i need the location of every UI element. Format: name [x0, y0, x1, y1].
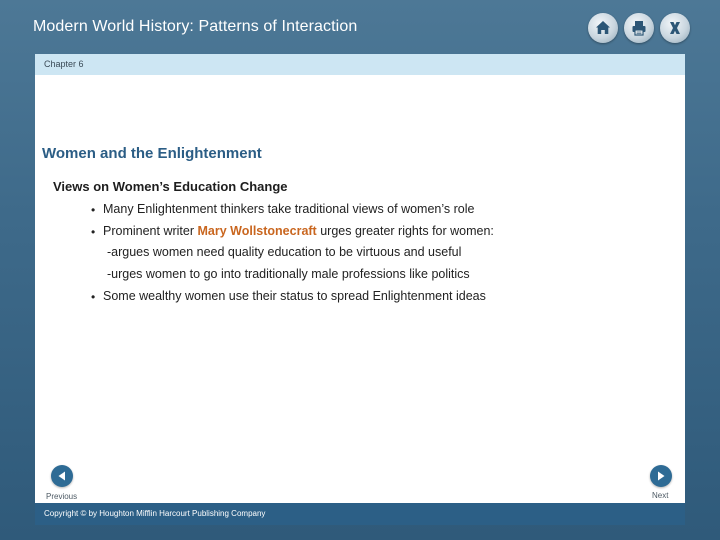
slide-title: Women and the Enlightenment [42, 145, 262, 162]
close-icon [665, 18, 685, 38]
arrow-left-icon [56, 470, 68, 482]
arrow-right-icon [655, 470, 667, 482]
bullet-2-prefix: Prominent writer [103, 224, 198, 238]
top-toolbar [588, 13, 690, 43]
slide-content [35, 75, 685, 503]
bullet-marker: • [91, 225, 96, 239]
next-button[interactable] [650, 465, 672, 487]
mary-wollstonecraft-highlight: Mary Wollstonecraft [197, 224, 317, 238]
sub-point-2: -urges women to go into traditionally male professions like politics [107, 267, 470, 281]
print-icon [629, 18, 649, 38]
slide-subhead: Views on Women’s Education Change [53, 179, 288, 194]
close-button[interactable] [660, 13, 690, 43]
bullet-2-suffix: urges greater rights for women: [316, 224, 494, 238]
previous-label[interactable]: Previous [46, 492, 78, 501]
bullet-marker: • [91, 203, 96, 217]
previous-button[interactable] [51, 465, 73, 487]
app-title: Modern World History: Patterns of Interaction [33, 18, 358, 35]
bullet-marker: • [91, 290, 96, 304]
bullet-1: Many Enlightenment thinkers take traditional views of women’s role [103, 202, 475, 216]
chapter-label: Chapter 6 [44, 59, 84, 69]
sub-point-1: -argues women need quality education to be virtuous and useful [107, 245, 462, 259]
chapter-bar [35, 54, 685, 75]
home-icon [593, 18, 613, 38]
bullet-2 [103, 224, 494, 238]
home-button[interactable] [588, 13, 618, 43]
footer-bar [35, 503, 685, 525]
copyright-text: Copyright © by Houghton Mifflin Harcourt Publishing Company [44, 509, 266, 518]
bullet-3: Some wealthy women use their status to spread Enlightenment ideas [103, 289, 486, 303]
print-button[interactable] [624, 13, 654, 43]
next-label[interactable]: Next [652, 491, 669, 500]
